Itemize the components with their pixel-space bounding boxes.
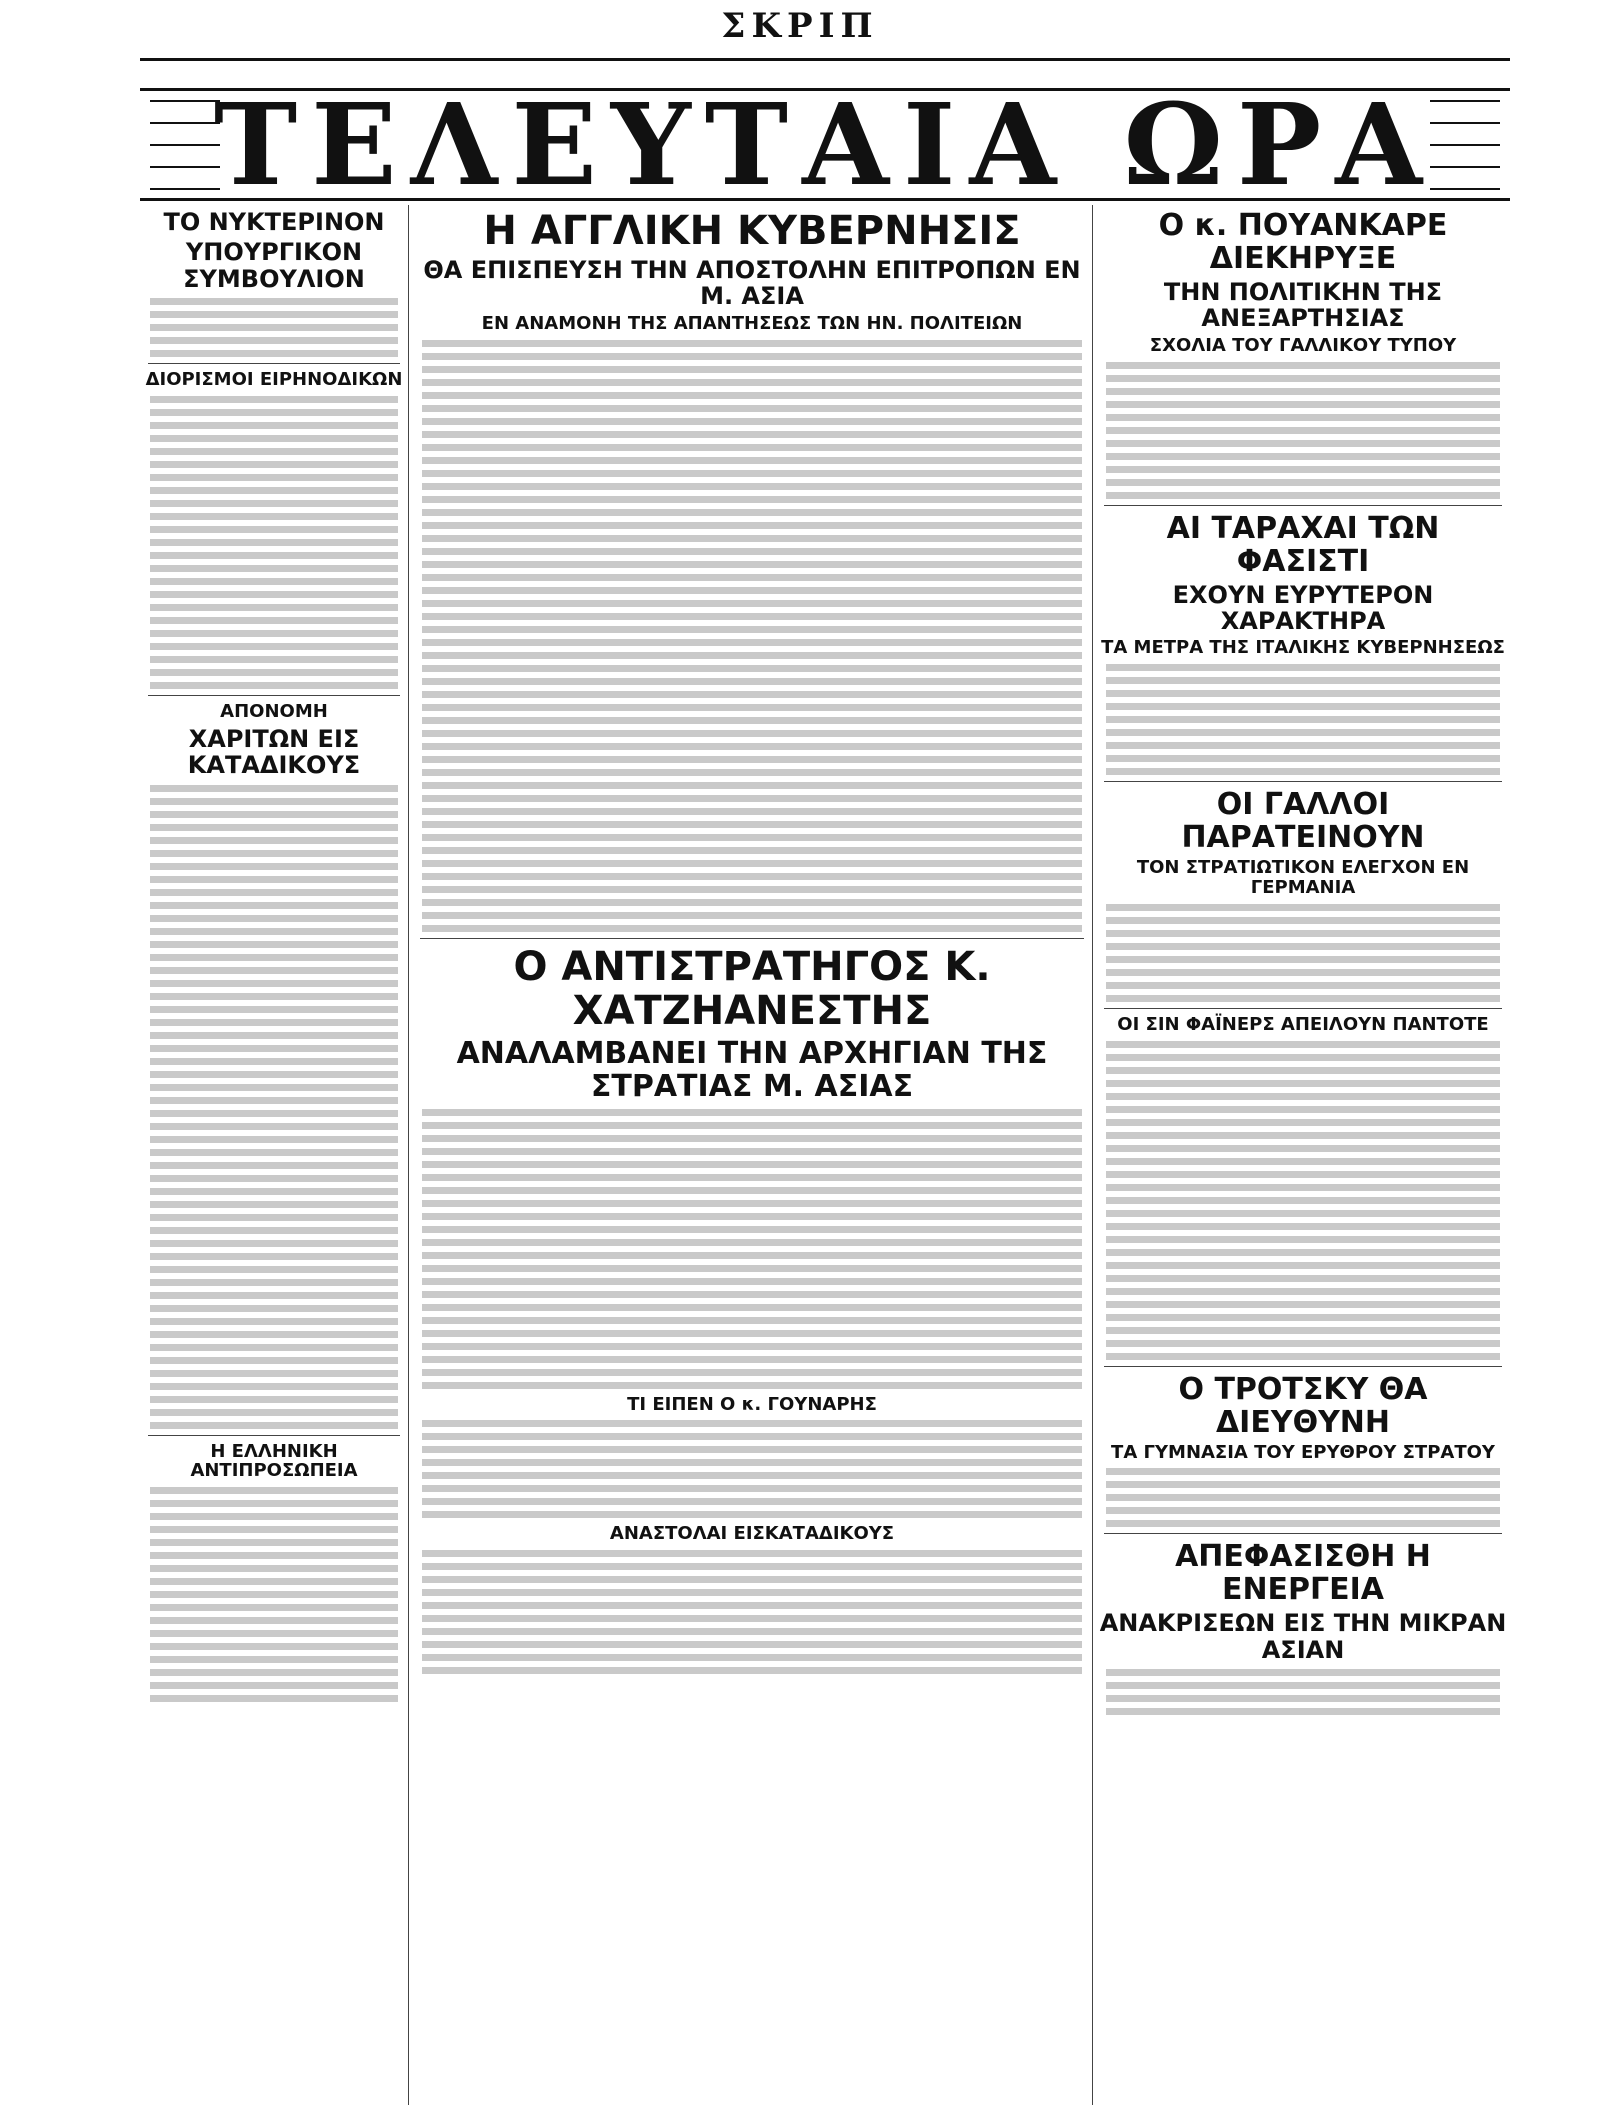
headline: ΘΑ ΕΠΙΣΠΕΥΣΗ ΤΗΝ ΑΠΟΣΤΟΛΗΝ ΕΠΙΤΡΟΠΩΝ ΕΝ Μ. ΑΣΙΑ [423,256,1081,311]
headline: ΥΠΟΥΡΓΙΚΟΝ ΣΥΜΒΟΥΛΙΟΝ [183,238,365,293]
headline: ΤΙ ΕΙΠΕΝ Ο κ. ΓΟΥΝΑΡΗΣ [627,1393,877,1415]
headline: Η ΕΛΛΗΝΙΚΗ ΑΝΤΙΠΡΟΣΩΠΕΙΑ [190,1440,358,1482]
masthead-rule [140,58,1510,61]
headline: ΑΝΑΚΡΙΣΕΩΝ ΕΙΣ ΤΗΝ ΜΙΚΡΑΝ ΑΣΙΑΝ [1099,1609,1507,1664]
music-staff-right [1430,100,1500,190]
headline: ΣΧΟΛΙΑ ΤΟΥ ΓΑΛΛΙΚΟΥ ΤΥΠΟΥ [1149,334,1457,356]
headline: ΤΑ ΜΕΤΡΑ ΤΗΣ ΙΤΑΛΙΚΗΣ ΚΥΒΕΡΝΗΣΕΩΣ [1101,637,1505,659]
headline: ΔΙΟΡΙΣΜΟΙ ΕΙΡΗΝΟΔΙΚΩΝ [145,369,403,391]
headline: ΤΟΝ ΣΤΡΑΤΙΩΤΙΚΟΝ ΕΛΕΓΧΟΝ ΕΝ ΓΕΡΜΑΝΙΑ [1136,857,1470,898]
headline: Ο κ. ΠΟΥΑΝΚΑΡΕ ΔΙΕΚΗΡΥΞΕ [1158,208,1448,276]
column-left [140,205,409,2105]
body-text-placeholder [150,785,398,1429]
body-text-placeholder [422,1109,1082,1389]
body-text-placeholder [422,340,1082,932]
banner-bottom-rule [140,198,1510,201]
headline: ΑΙ ΤΑΡΑΧΑΙ ΤΩΝ ΦΑΣΙΣΤΙ [1166,510,1440,579]
body-text-placeholder [422,1550,1082,1674]
headline: Η ΑΓΓΛΙΚΗ ΚΥΒΕΡΝΗΣΙΣ [483,208,1021,254]
headline: ΧΑΡΙΤΩΝ ΕΙΣ ΚΑΤΑΔΙΚΟΥΣ [187,724,361,780]
headline: Ο ΑΝΤΙΣΤΡΑΤΗΓΟΣ Κ. ΧΑΤΖΗΑΝΕΣΤΗΣ [513,943,991,1034]
headline: Ο ΤΡΟΤΣΚΥ ΘΑ ΔΙΕΥΘΥΝΗ [1178,1371,1428,1440]
body-text-placeholder [1106,904,1500,1002]
body-text-placeholder [150,396,398,689]
body-text-placeholder [1106,1669,1500,1715]
headline: ΑΝΑΣΤΟΛΑΙ ΕΙΣΚΑΤΑΔΙΚΟΥΣ [609,1523,895,1545]
headline: ΑΝΑΛΑΜΒΑΝΕΙ ΤΗΝ ΑΡΧΗΓΙΑΝ ΤΗΣ ΣΤΡΑΤΙΑΣ Μ. ΑΣΙΑΣ [456,1035,1048,1104]
headline: ΤΑ ΓΥΜΝΑΣΙΑ ΤΟΥ ΕΡΥΘΡΟΥ ΣΤΡΑΤΟΥ [1111,1441,1495,1463]
body-text-placeholder [1106,1468,1500,1527]
headline: ΟΙ ΓΑΛΛΟΙ ΠΑΡΑΤΕΙΝΟΥΝ [1181,787,1425,856]
headline: ΑΠΟΝΟΜΗ [220,700,328,722]
body-text-placeholder [1106,1041,1500,1360]
banner-title: ΤΕΛΕΥΤΑΙΑ ΩΡΑ [213,79,1437,211]
headline: ΟΙ ΣΙΝ ΦΑΪΝΕΡΣ ΑΠΕΙΛΟΥΝ ΠΑΝΤΟΤΕ [1117,1013,1489,1035]
body-text-placeholder [422,1420,1082,1518]
body-text-placeholder [1106,362,1500,499]
body-text-placeholder [150,298,398,357]
column-right [1096,205,1510,2105]
headline: ΑΠΕΦΑΣΙΣΘΗ Η ΕΝΕΡΓΕΙΑ [1175,1539,1431,1608]
headline: ΕΝ ΑΝΑΜΟΝΗ ΤΗΣ ΑΠΑΝΤΗΣΕΩΣ ΤΩΝ ΗΝ. ΠΟΛΙΤΕΙΩΝ [481,312,1023,334]
masthead: ΣΚΡΙΠ [721,6,879,46]
body-text-placeholder [150,1487,398,1702]
headline: ΤΟ ΝΥΚΤΕΡΙΝΟΝ [163,208,385,236]
headline: ΕΧΟΥΝ ΕΥΡΥΤΕΡΟΝ ΧΑΡΑΚΤΗΡΑ [1172,580,1434,635]
headline: ΤΗΝ ΠΟΛΙΤΙΚΗΝ ΤΗΣ ΑΝΕΞΑΡΤΗΣΙΑΣ [1163,278,1443,333]
column-center [412,205,1093,2105]
body-text-placeholder [1106,664,1500,775]
